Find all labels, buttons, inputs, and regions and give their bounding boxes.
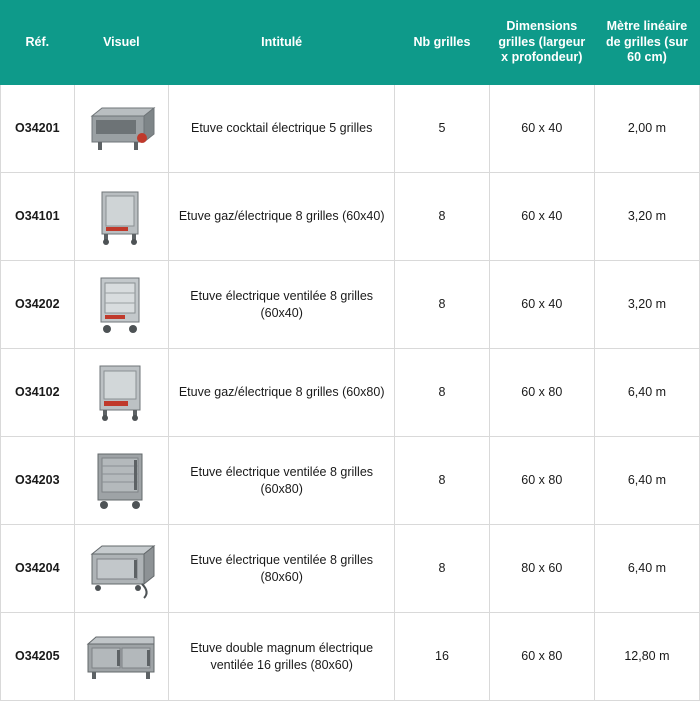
cell-nb-grilles: 8 <box>395 349 490 437</box>
table-row[interactable] <box>1 349 700 437</box>
etuve-cocktail-electrique-thumb <box>84 98 158 160</box>
cell-title: Etuve gaz/électrique 8 grilles (60x80) <box>169 349 395 437</box>
cell-title: Etuve double magnum électrique ventilée 16 grilles (80x60) <box>169 613 395 701</box>
column-header-dims: Dimensions grilles (largeur x profondeur) <box>489 1 594 85</box>
etuve-electrique-ventilee-8-grilles-60x40-thumb <box>84 274 158 336</box>
table-row[interactable] <box>1 613 700 701</box>
column-header-nb: Nb grilles <box>395 1 490 85</box>
column-header-meter: Mètre linéaire de grilles (sur 60 cm) <box>594 1 699 85</box>
cell-dimensions: 60 x 40 <box>489 85 594 173</box>
table-header-row <box>1 1 700 85</box>
cell-metre-lineaire: 6,40 m <box>594 525 699 613</box>
cell-title: Etuve électrique ventilée 8 grilles (60x40) <box>169 261 395 349</box>
table-row[interactable] <box>1 85 700 173</box>
table-row[interactable] <box>1 173 700 261</box>
table-row[interactable] <box>1 437 700 525</box>
cell-dimensions: 60 x 80 <box>489 349 594 437</box>
cell-metre-lineaire: 12,80 m <box>594 613 699 701</box>
cell-dimensions: 80 x 60 <box>489 525 594 613</box>
cell-ref: O34201 <box>1 85 75 173</box>
cell-nb-grilles: 8 <box>395 173 490 261</box>
cell-visual <box>74 173 169 261</box>
cell-nb-grilles: 5 <box>395 85 490 173</box>
etuve-gaz-electrique-8-grilles-60x40-thumb <box>84 186 158 248</box>
cell-metre-lineaire: 6,40 m <box>594 437 699 525</box>
etuve-electrique-ventilee-8-grilles-60x80-thumb <box>84 450 158 512</box>
cell-title: Etuve électrique ventilée 8 grilles (60x80) <box>169 437 395 525</box>
cell-nb-grilles: 16 <box>395 613 490 701</box>
cell-title: Etuve électrique ventilée 8 grilles (80x60) <box>169 525 395 613</box>
etuve-gaz-electrique-8-grilles-60x80-thumb <box>84 362 158 424</box>
cell-visual <box>74 613 169 701</box>
table-header <box>1 1 700 85</box>
cell-nb-grilles: 8 <box>395 525 490 613</box>
cell-metre-lineaire: 2,00 m <box>594 85 699 173</box>
column-header-visual: Visuel <box>74 1 169 85</box>
cell-ref: O34204 <box>1 525 75 613</box>
cell-dimensions: 60 x 40 <box>489 261 594 349</box>
cell-title: Etuve cocktail électrique 5 grilles <box>169 85 395 173</box>
etuve-electrique-ventilee-8-grilles-80x60-thumb <box>84 538 158 600</box>
cell-visual <box>74 85 169 173</box>
cell-metre-lineaire: 6,40 m <box>594 349 699 437</box>
cell-visual <box>74 525 169 613</box>
cell-metre-lineaire: 3,20 m <box>594 173 699 261</box>
cell-dimensions: 60 x 80 <box>489 437 594 525</box>
cell-metre-lineaire: 3,20 m <box>594 261 699 349</box>
cell-nb-grilles: 8 <box>395 261 490 349</box>
table-row[interactable] <box>1 261 700 349</box>
cell-ref: O34203 <box>1 437 75 525</box>
cell-visual <box>74 437 169 525</box>
column-header-ref: Réf. <box>1 1 75 85</box>
cell-ref: O34101 <box>1 173 75 261</box>
cell-ref: O34102 <box>1 349 75 437</box>
cell-ref: O34205 <box>1 613 75 701</box>
table-row[interactable] <box>1 525 700 613</box>
etuve-double-magnum-electrique-ventilee-16-grilles-80x60-thumb <box>84 626 158 688</box>
column-header-title: Intitulé <box>169 1 395 85</box>
table-body <box>1 85 700 701</box>
cell-dimensions: 60 x 80 <box>489 613 594 701</box>
cell-title: Etuve gaz/électrique 8 grilles (60x40) <box>169 173 395 261</box>
cell-dimensions: 60 x 40 <box>489 173 594 261</box>
cell-visual <box>74 349 169 437</box>
cell-nb-grilles: 8 <box>395 437 490 525</box>
cell-visual <box>74 261 169 349</box>
cell-ref: O34202 <box>1 261 75 349</box>
